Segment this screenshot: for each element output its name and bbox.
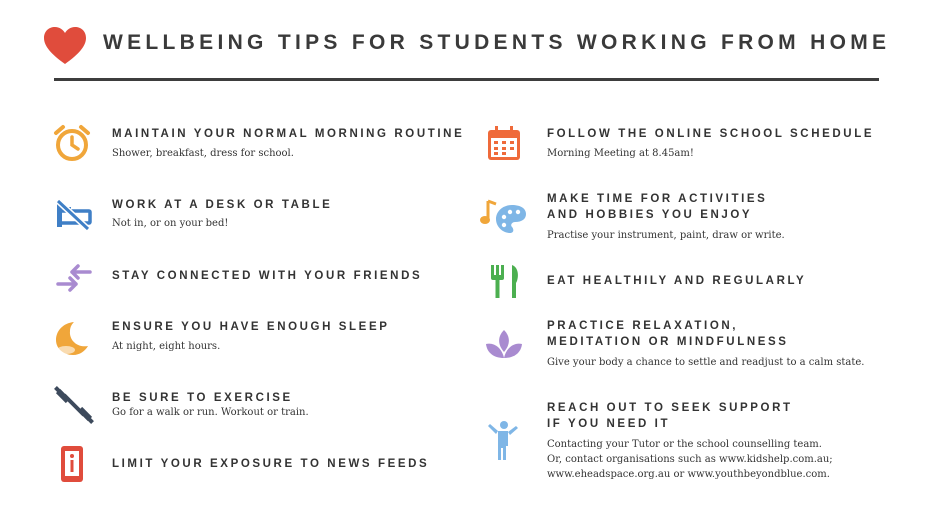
header [0,0,933,90]
tip-title-line-2: AND HOBBIES YOU ENJOY [547,209,753,221]
tip-title: FOLLOW THE ONLINE SCHOOL SCHEDULE [547,128,875,140]
tip-title: BE SURE TO EXERCISE [112,392,293,404]
calendar-icon [484,124,524,164]
arrows-exchange-icon [54,258,94,298]
tip-subtitle: Contacting your Tutor or the school counselling team. [547,439,822,450]
no-bed-icon [54,195,94,235]
tip-title: LIMIT YOUR EXPOSURE TO NEWS FEEDS [112,458,430,470]
tip-subtitle-line-3: www.eheadspace.org.au or www.youthbeyondblue.com. [547,469,830,480]
tip-title: WORK AT A DESK OR TABLE [112,199,333,211]
tip-title: STAY CONNECTED WITH YOUR FRIENDS [112,270,423,282]
tip-subtitle: Not in, or on your bed! [112,218,229,229]
tip-title-line-2: MEDITATION OR MINDFULNESS [547,336,789,348]
tip-subtitle: Go for a walk or run. Workout or train. [112,407,309,418]
dumbbell-icon [54,385,94,425]
tip-subtitle-line-2: Or, contact organisations such as www.kidshelp.com.au; [547,454,833,465]
tip-subtitle: Give your body a chance to settle and readjust to a calm state. [547,357,865,368]
lotus-icon [484,326,524,366]
alarm-clock-icon [52,123,92,163]
page-title: WELLBEING TIPS FOR STUDENTS WORKING FROM HOME [103,31,891,54]
tip-title: MAINTAIN YOUR NORMAL MORNING ROUTINE [112,128,465,140]
tip-title: MAKE TIME FOR ACTIVITIES [547,193,768,205]
music-palette-icon [480,197,528,237]
header-divider [54,78,879,81]
tip-title: ENSURE YOU HAVE ENOUGH SLEEP [112,321,390,333]
tip-title: EAT HEALTHILY AND REGULARLY [547,275,807,287]
tip-subtitle: At night, eight hours. [112,341,221,352]
phone-info-icon [52,444,92,484]
tip-subtitle: Morning Meeting at 8.45am! [547,148,694,159]
tip-title-line-2: IF YOU NEED IT [547,418,671,430]
tip-subtitle: Shower, breakfast, dress for school. [112,148,294,159]
tip-title: PRACTICE RELAXATION, [547,320,739,332]
tip-subtitle: Practise your instrument, paint, draw or write. [547,230,785,241]
fork-knife-icon [486,261,526,301]
heart-icon [43,26,87,66]
tip-title: REACH OUT TO SEEK SUPPORT [547,402,793,414]
person-waving-icon [484,420,524,460]
moon-icon [52,318,92,358]
